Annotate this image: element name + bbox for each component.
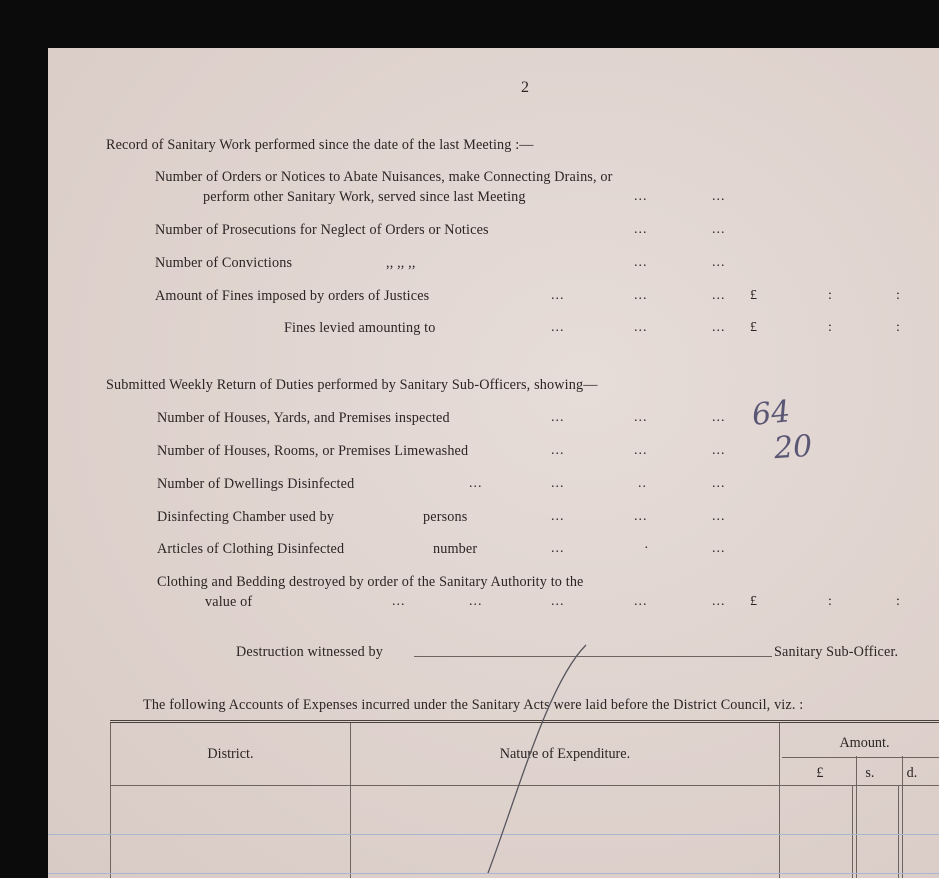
- pence-colon: :: [896, 594, 900, 609]
- form-page: [48, 48, 939, 878]
- pound-sign: £: [750, 288, 757, 303]
- leader-dots: ...: [634, 288, 648, 303]
- leader-dots: ...: [551, 410, 565, 425]
- leader-dots: ...: [712, 189, 726, 204]
- amount-divider: [898, 786, 899, 878]
- amount-shillings-header: s.: [865, 765, 875, 781]
- leader-dots: ...: [551, 443, 565, 458]
- orders-notices-label: Number of Orders or Notices to Abate Nuisances, make Connecting Drains, or: [155, 169, 613, 185]
- leader-dots: ...: [634, 222, 648, 237]
- ditto-marks: ,, ,, ,,: [386, 255, 416, 271]
- leader-dots: ..: [638, 476, 647, 491]
- leader-dots: ...: [712, 222, 726, 237]
- leader-dots: ...: [551, 594, 565, 609]
- shillings-colon: :: [828, 594, 832, 609]
- clothing-disinfected-label: Articles of Clothing Disinfected: [157, 541, 345, 557]
- leader-dots: ...: [712, 255, 726, 270]
- leader-dots: ...: [712, 410, 726, 425]
- fines-levied-label: Fines levied amounting to: [284, 320, 436, 336]
- pencil-stroke: [468, 643, 588, 878]
- leader-dots: ...: [469, 476, 483, 491]
- leader-dot: ·: [644, 541, 650, 556]
- amount-label: Amount.: [839, 735, 890, 751]
- leader-dots: ...: [634, 255, 648, 270]
- leader-dots: ...: [551, 476, 565, 491]
- scan-border-left: [0, 0, 48, 878]
- leader-dots: ...: [634, 189, 648, 204]
- shillings-colon: :: [828, 320, 832, 335]
- accounts-intro: The following Accounts of Expenses incurred under the Sanitary Acts were laid before the District Council, viz. :: [143, 697, 804, 713]
- dwellings-disinfected-label: Number of Dwellings Disinfected: [157, 476, 355, 492]
- leader-dots: ...: [634, 509, 648, 524]
- orders-notices-label-cont: perform other Sanitary Work, served since last Meeting: [203, 189, 526, 205]
- leader-dots: ...: [551, 541, 565, 556]
- leader-dots: ...: [712, 443, 726, 458]
- amount-pence-header: d.: [906, 765, 918, 781]
- leader-dots: ...: [634, 594, 648, 609]
- handwritten-houses-inspected: 64: [750, 394, 792, 433]
- leader-dots: ...: [634, 320, 648, 335]
- amount-subcolumn-divider: [902, 756, 903, 878]
- leader-dots: ...: [712, 594, 726, 609]
- leader-dots: ...: [712, 509, 726, 524]
- prosecutions-label: Number of Prosecutions for Neglect of Orders or Notices: [155, 222, 489, 238]
- persons-label: persons: [423, 509, 468, 525]
- pence-colon: :: [896, 320, 900, 335]
- leader-dots: ...: [712, 320, 726, 335]
- limewashed-label: Number of Houses, Rooms, or Premises Limewashed: [157, 443, 469, 459]
- amount-pounds-header: £: [816, 765, 824, 781]
- page-number: 2: [521, 79, 530, 96]
- section2-heading: Submitted Weekly Return of Duties performed by Sanitary Sub-Officers, showing—: [106, 377, 598, 393]
- leader-dots: ...: [551, 509, 565, 524]
- houses-inspected-label: Number of Houses, Yards, and Premises inspected: [157, 410, 450, 426]
- pound-sign: £: [750, 594, 757, 609]
- handwritten-premises-limewashed: 20: [772, 428, 814, 467]
- disinfecting-chamber-label: Disinfecting Chamber used by: [157, 509, 335, 525]
- leader-dots: ...: [469, 594, 483, 609]
- number-label: number: [433, 541, 478, 557]
- amount-divider: [852, 786, 853, 878]
- bedding-destroyed-label: Clothing and Bedding destroyed by order of the Sanitary Authority to the: [157, 574, 584, 590]
- amount-subcolumn-divider: [856, 756, 857, 878]
- leader-dots: ...: [551, 320, 565, 335]
- col-district-header: District.: [111, 722, 351, 786]
- scan-border-top: [0, 0, 939, 48]
- district-cell[interactable]: [111, 786, 351, 878]
- leader-dots: ...: [712, 541, 726, 556]
- shillings-colon: :: [828, 288, 832, 303]
- col-amount-header: [779, 722, 939, 786]
- witness-role: Sanitary Sub-Officer.: [774, 644, 899, 660]
- leader-dots: ...: [392, 594, 406, 609]
- leader-dots: ...: [634, 443, 648, 458]
- leader-dots: ...: [551, 288, 565, 303]
- bedding-destroyed-label-cont: value of: [205, 594, 253, 610]
- section1-heading: Record of Sanitary Work performed since the date of the last Meeting :—: [106, 137, 534, 153]
- amount-cell[interactable]: [779, 786, 939, 878]
- pound-sign: £: [750, 320, 757, 335]
- col-nature-header: Nature of Expenditure.: [350, 722, 779, 786]
- leader-dots: ...: [712, 288, 726, 303]
- witness-label: Destruction witnessed by: [236, 644, 384, 660]
- leader-dots: ...: [634, 410, 648, 425]
- leader-dots: ...: [712, 476, 726, 491]
- fines-imposed-label: Amount of Fines imposed by orders of Justices: [155, 288, 430, 304]
- convictions-label: Number of Convictions: [155, 255, 293, 271]
- pence-colon: :: [896, 288, 900, 303]
- amount-subheader-rule: [782, 757, 939, 758]
